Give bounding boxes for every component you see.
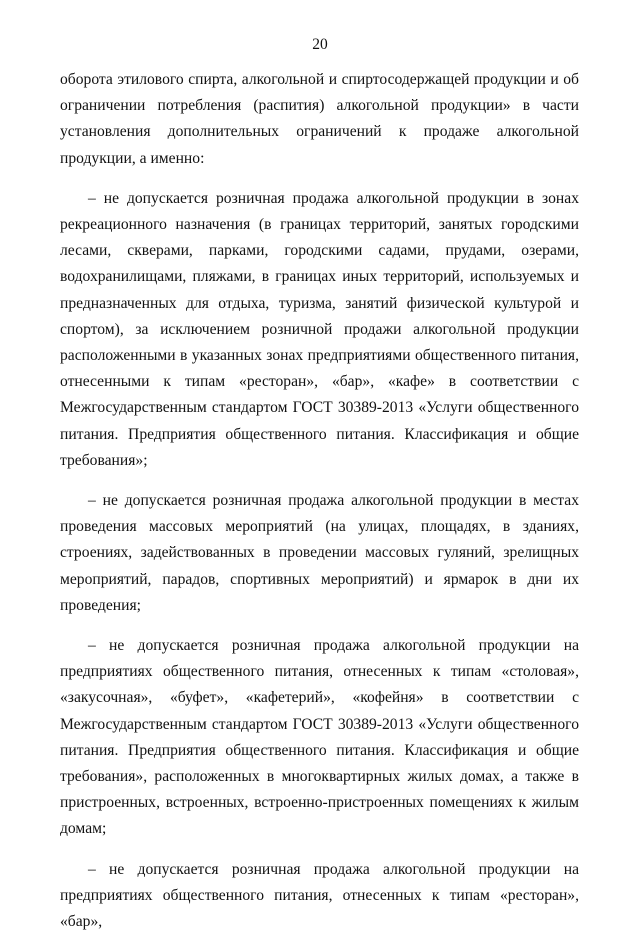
paragraph-mass-events: – не допускается розничная продажа алкогольной продукции в местах проведения массовых мероприятий (на улицах, площадях, в зданиях, строениях, задействованных в проведении массовых гуляний, зрелищных мероприятий, парадов, спортивных мероприятий) и ярмарок в дни их проведения; xyxy=(60,492,579,614)
paragraph-residential-buildings: – не допускается розничная продажа алкогольной продукции на предприятиях общественного питания, отнесенных к типам «столовая», «закусочная», «буфет», «кафетерий», «кофейня» в соответствии с Межгосударственным стандартом ГОСТ 30389-2013 «Услуги общественного питания. Предприятия общественного питания. Классификация и общие требования», расположенных в многоквартирных жилых домах, а также в пристроенных, встроенных, встроенно-пристроенных помещениях к жилым домам; xyxy=(60,637,579,838)
paragraph-intro-continuation: оборота этилового спирта, алкогольной и спиртосодержащей продукции и об ограничении потребления (распития) алкогольной продукции» в части установления дополнительных ограничений к продаже алкогольной продукции, а именно: xyxy=(60,71,579,167)
page-number: 20 xyxy=(312,36,328,53)
paragraph-recreation-zones: – не допускается розничная продажа алкогольной продукции в зонах рекреационного назначения (в границах территорий, занятых городскими лесами, скверами, парками, городскими садами, прудами, озерами, водохранилищами, пляжами, в границах иных территорий, используемых и предназначенных для отдыха, туризма, занятий физической культурой и спортом), за исключением розничной продажи алкогольной продукции расположенными в указанных зонах предприятиями общественного питания, отнесенными к типам «ресторан», «бар», «кафе» в соответствии с Межгосударственным стандартом ГОСТ 30389-2013 «Услуги общественного питания. Предприятия общественного питания. Классификация и общие требования»; xyxy=(60,189,579,469)
paragraph-restaurant-types: – не допускается розничная продажа алкогольной продукции на предприятиях общественного питания, отнесенных к типам «ресторан», «бар», xyxy=(60,860,579,931)
document-body xyxy=(60,67,579,949)
